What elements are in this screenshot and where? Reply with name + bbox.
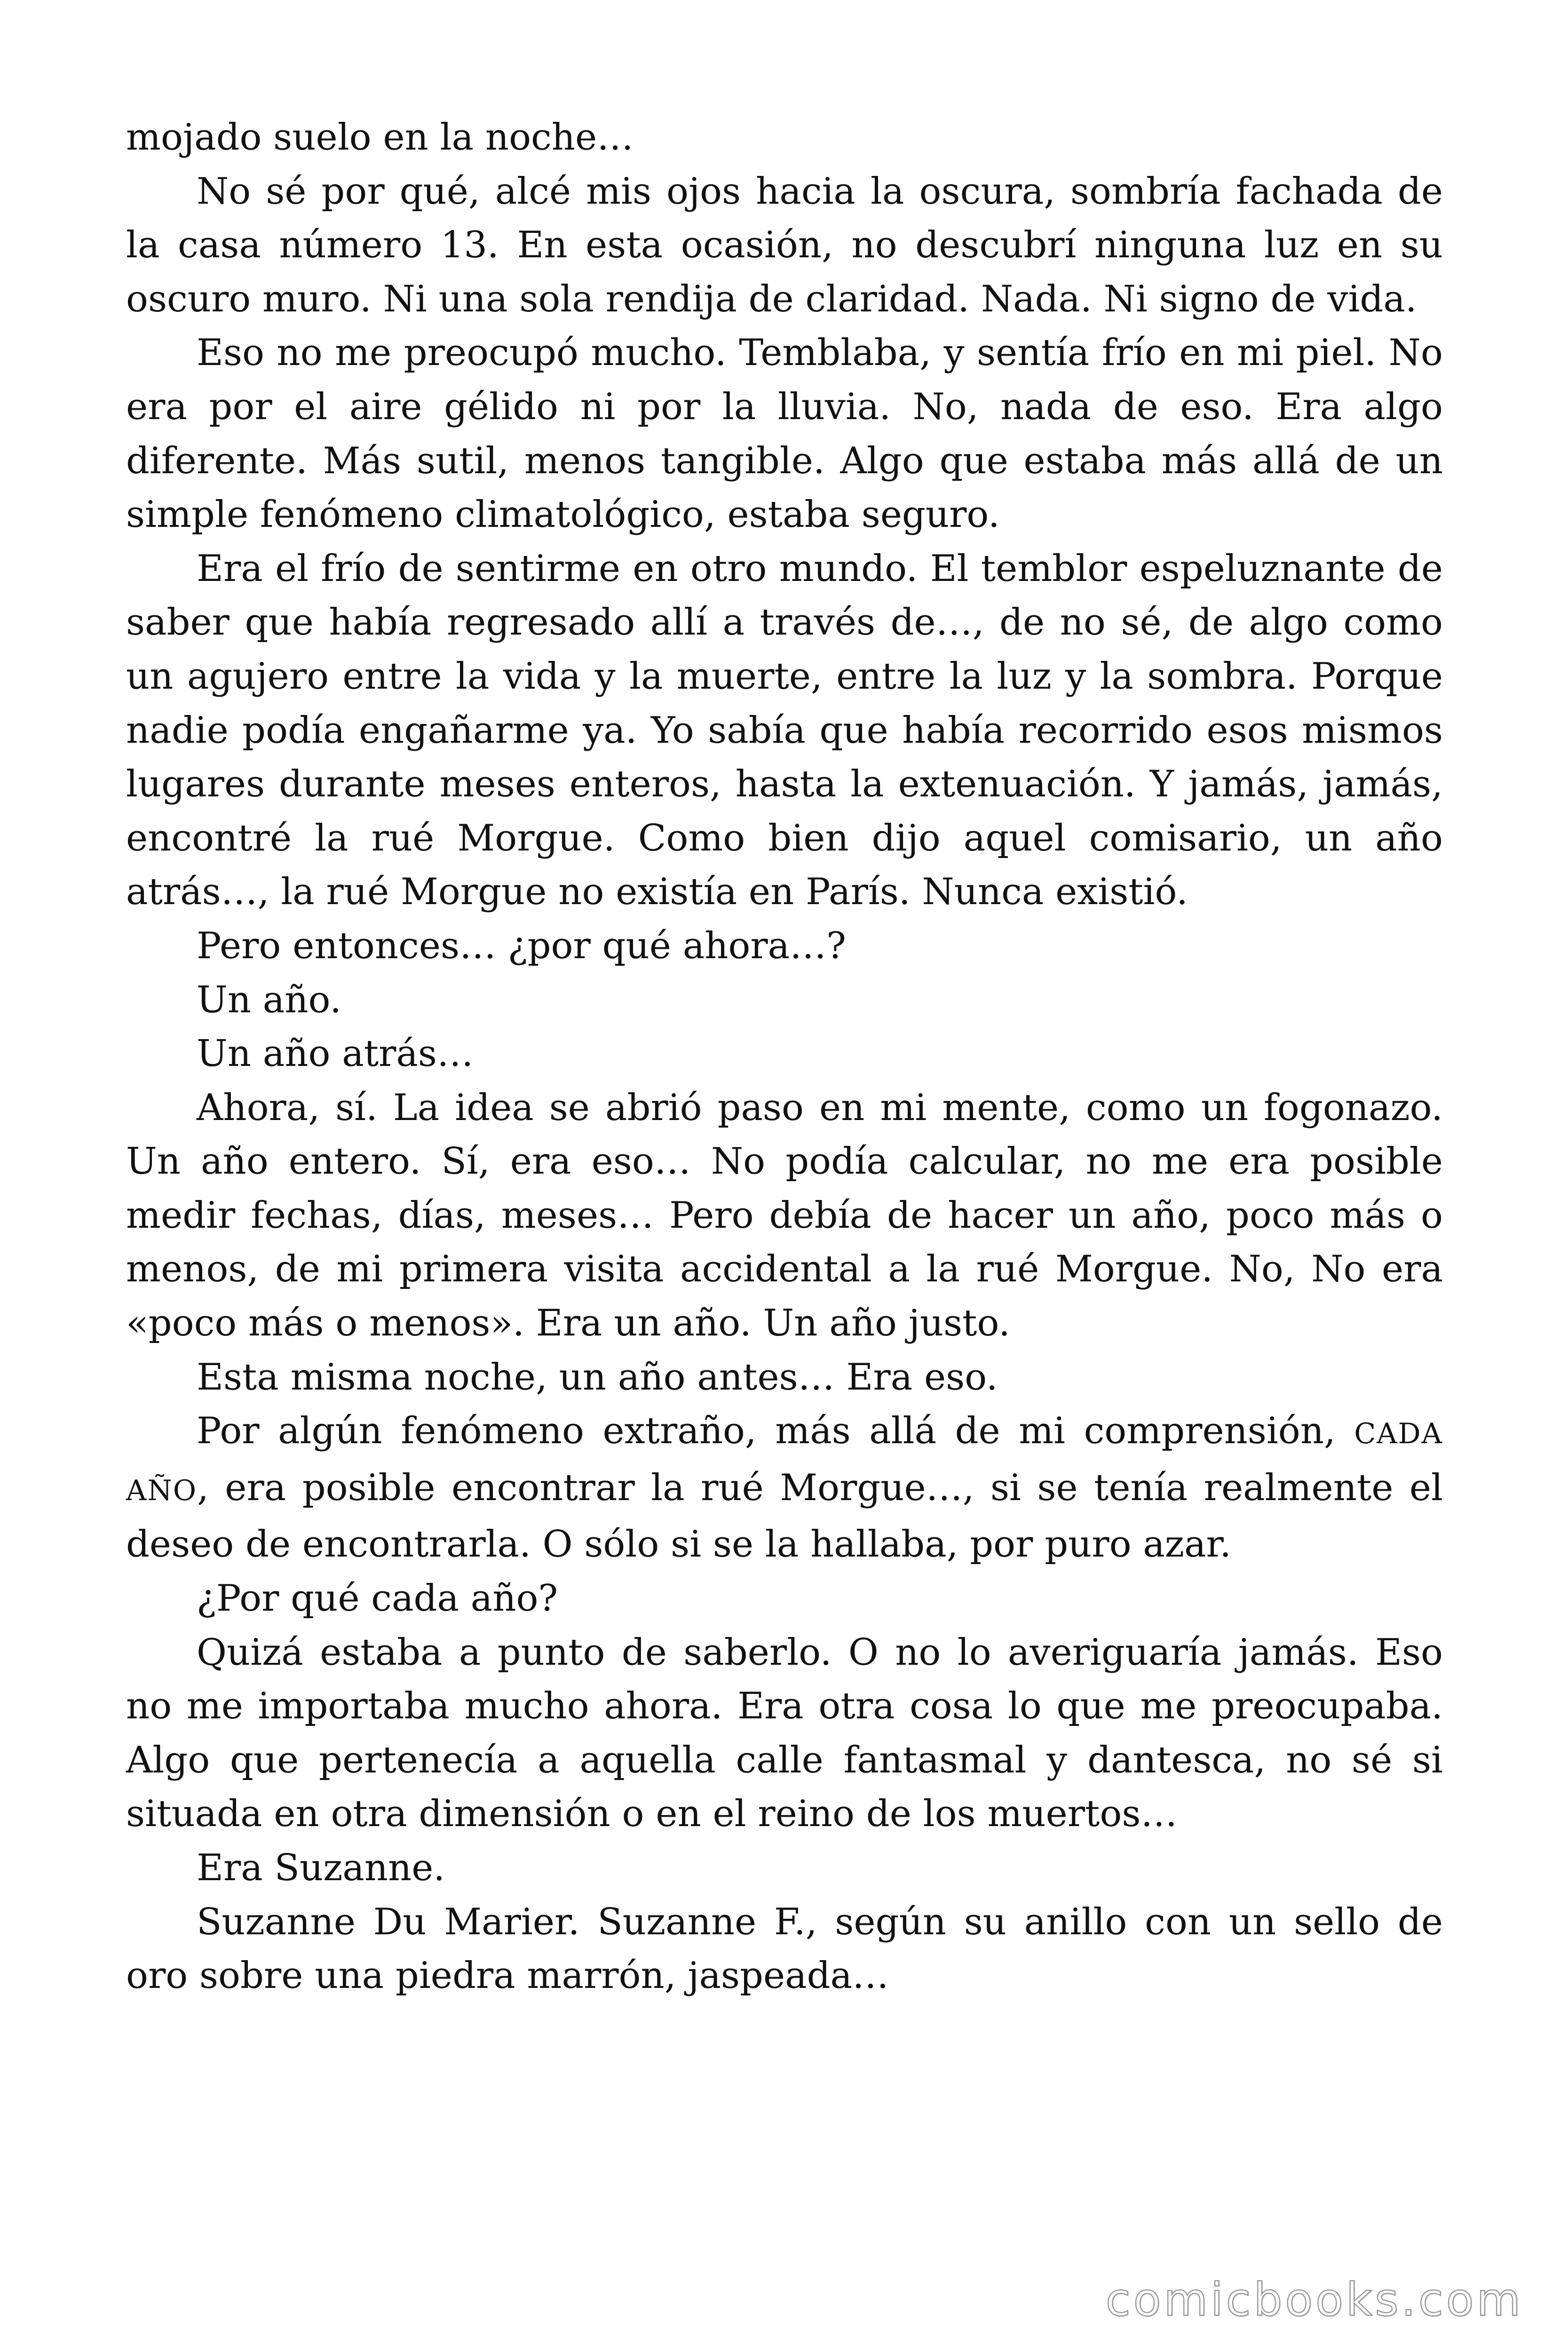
page-text	[126, 111, 1443, 2003]
paragraph-10	[126, 1404, 1443, 1572]
paragraph-11: ¿Por qué cada año?	[197, 1577, 558, 1620]
paragraph-5: Pero entonces… ¿por qué ahora…?	[197, 924, 846, 967]
paragraph-3: Eso no me preocupó mucho. Temblaba, y sentía frío en mi piel. No era por el aire gélido ni por la lluvia. No, nada de eso. Era algo diferente. Más sutil, menos tangible. Algo que estaba más allá de un simple fenómeno climatológico, estaba seguro.	[126, 332, 1443, 536]
paragraph-12: Quizá estaba a punto de saberlo. O no lo averiguaría jamás. Eso no me importaba mucho ahora. Era otra cosa lo que me preocupaba. Algo que pertenecía a aquella calle fantasmal y dantesca, no sé si situada en otra dimensión o en el reino de los muertos…	[126, 1631, 1443, 1836]
paragraph-2: No sé por qué, alcé mis ojos hacia la oscura, sombría fachada de la casa número 13. En esta ocasión, no descubrí ninguna luz en su oscuro muro. Ni una sola rendija de claridad. Nada. Ni signo de vida.	[126, 170, 1443, 320]
paragraph-13: Era Suzanne.	[197, 1847, 445, 1889]
paragraph-7: Un año atrás…	[197, 1033, 474, 1075]
paragraph-10-start: Por algún fenómeno extraño, más allá de mi comprensión,	[197, 1410, 1354, 1453]
paragraph-14: Suzanne Du Marier. Suzanne F., según su anillo con un sello de oro sobre una piedra marrón, jaspeada…	[126, 1900, 1443, 1997]
paragraph-6: Un año.	[197, 978, 341, 1021]
paragraph-9: Esta misma noche, un año antes… Era eso.	[197, 1356, 998, 1398]
paragraph-10-smallcaps: CADA AÑO	[126, 1417, 1443, 1507]
paragraph-4: Era el frío de sentirme en otro mundo. El temblor espeluznante de saber que había regresado allí a través de…, de no sé, de algo como un agujero entre la vida y la muerte, entre la luz y la sombra. Porque nadie podía engañarme ya. Yo sabía que había recorrido esos mismos lugares durante meses enteros, hasta la extenuación. Y jamás, jamás, encontré la rué Morgue. Como bien dijo aquel comisario, un año atrás…, la rué Morgue no existía en París. Nunca existió.	[126, 547, 1443, 914]
paragraph-8: Ahora, sí. La idea se abrió paso en mi mente, como un fogonazo. Un año entero. Sí, era eso… No podía calcular, no me era posible medir fechas, días, meses… Pero debía de hacer un año, poco más o menos, de mi primera visita accidental a la rué Morgue. No, No era «poco más o menos». Era un año. Un año justo.	[126, 1086, 1443, 1345]
paragraph-1: mojado suelo en la noche…	[126, 116, 634, 159]
paragraph-10-end: , era posible encontrar la rué Morgue…, si se tenía realmente el deseo de encontrarla. O sólo si se la hallaba, por puro azar.	[126, 1466, 1443, 1566]
watermark-logo: comicbooks.com	[1105, 2273, 1523, 2326]
